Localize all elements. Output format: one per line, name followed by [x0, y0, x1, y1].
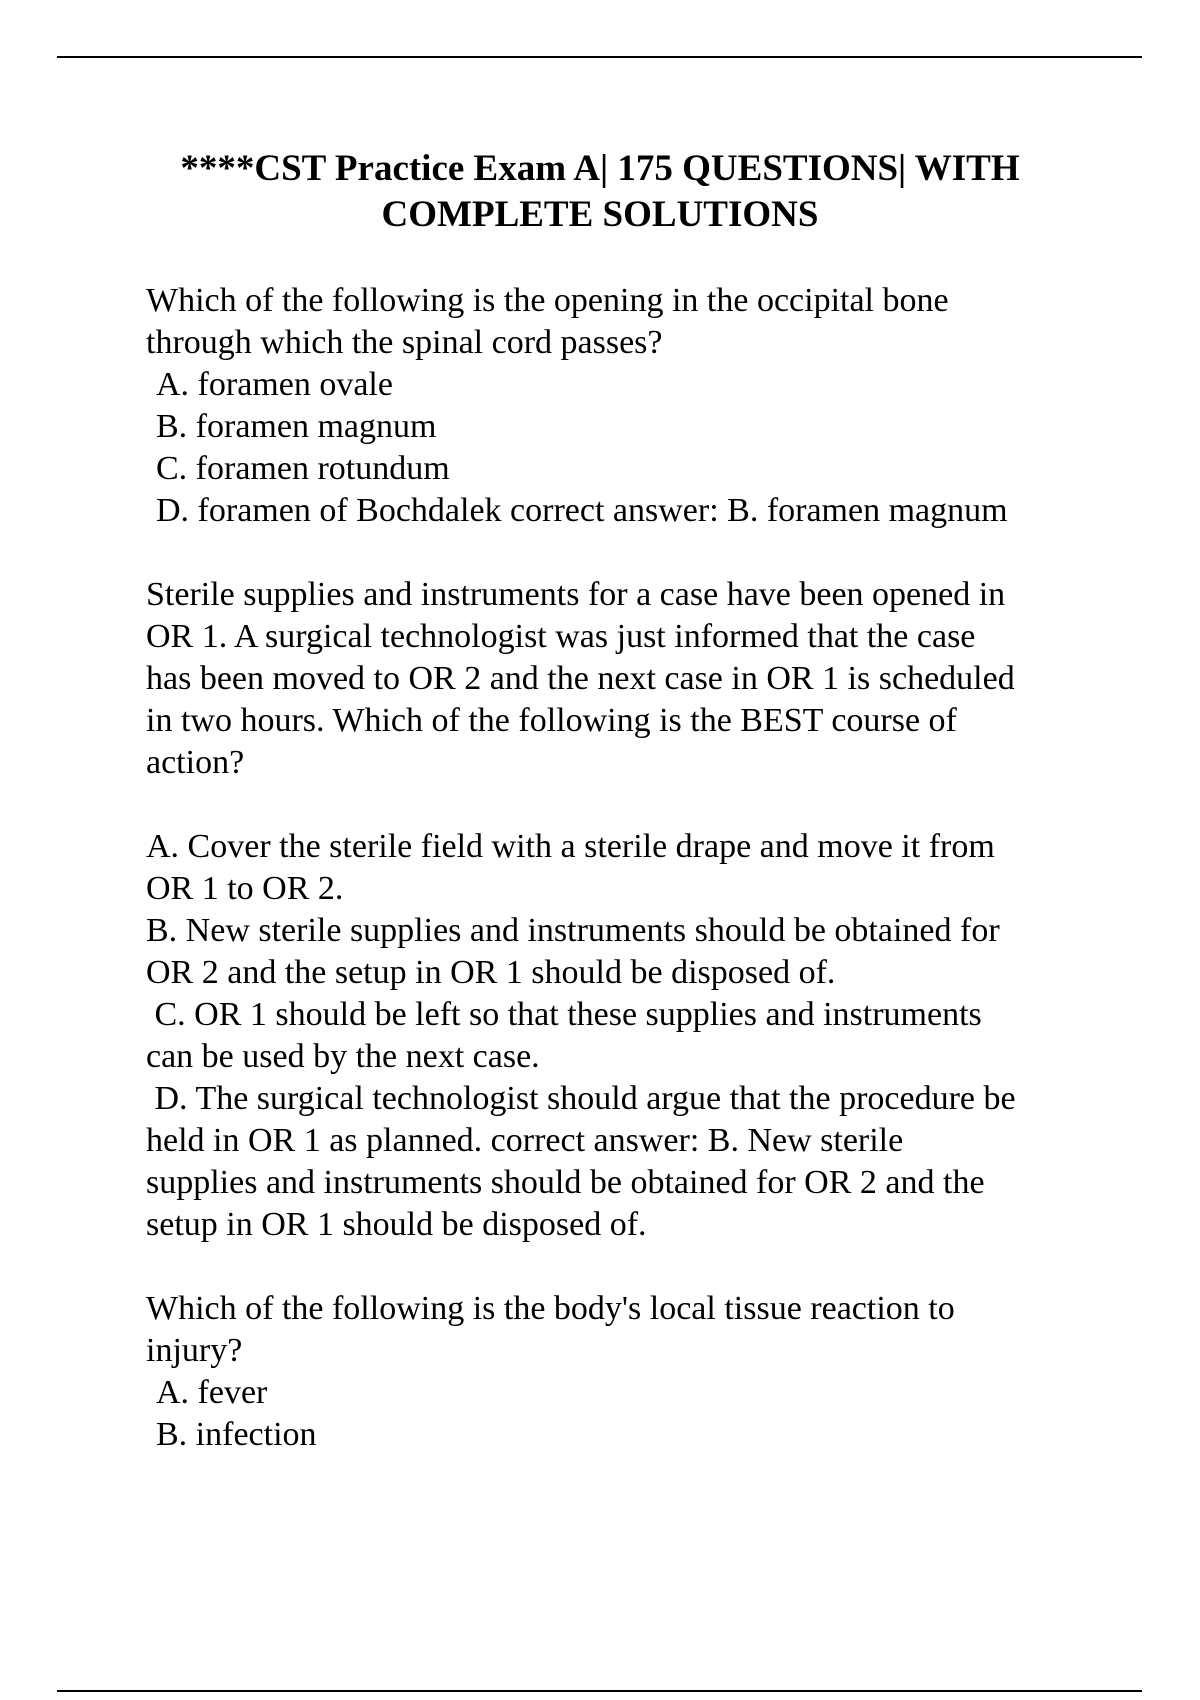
spacer [146, 1246, 1106, 1288]
title-line: COMPLETE SOLUTIONS [381, 194, 819, 235]
answer-option: B. New sterile supplies and instruments should be obtained for [146, 912, 1000, 949]
question-3 [146, 1288, 1106, 1456]
answer-option: OR 1 to OR 2. [146, 870, 344, 907]
question-text-line: action? [146, 744, 245, 781]
question-1 [146, 280, 1106, 532]
answer-option: B. infection [156, 1416, 317, 1453]
header-rule [57, 56, 1142, 58]
answer-option: D. The surgical technologist should argue that the procedure be [146, 1080, 1016, 1117]
question-text-line: Sterile supplies and instruments for a case have been opened in [146, 576, 1006, 613]
answer-option: setup in OR 1 should be disposed of. [146, 1206, 647, 1243]
answer-option: B. foramen magnum [156, 408, 437, 445]
answer-option: C. foramen rotundum [156, 450, 450, 487]
answer-option: A. fever [156, 1374, 268, 1411]
spacer [146, 532, 1106, 574]
answer-option-with-correct-answer: D. foramen of Bochdalek correct answer: B. foramen magnum [156, 492, 1008, 529]
question-text-line: OR 1. A surgical technologist was just informed that the case [146, 618, 976, 655]
document-title [80, 146, 1120, 238]
answer-option: OR 2 and the setup in OR 1 should be disposed of. [146, 954, 836, 991]
question-text-line: has been moved to OR 2 and the next case in OR 1 is scheduled [146, 660, 1015, 697]
answer-option: A. Cover the sterile field with a sterile drape and move it from [146, 828, 995, 865]
question-text-line: Which of the following is the body's local tissue reaction to [146, 1290, 955, 1327]
footer-rule [57, 1690, 1142, 1692]
answer-option: A. foramen ovale [156, 366, 393, 403]
answer-option: C. OR 1 should be left so that these supplies and instruments [146, 996, 982, 1033]
answer-option-with-correct-answer: held in OR 1 as planned. correct answer: B. New sterile [146, 1122, 904, 1159]
question-text-line: in two hours. Which of the following is the BEST course of [146, 702, 957, 739]
question-text-line: through which the spinal cord passes? [146, 324, 663, 361]
question-text-line: injury? [146, 1332, 243, 1369]
spacer [146, 784, 1106, 826]
answer-option: can be used by the next case. [146, 1038, 540, 1075]
answer-option: supplies and instruments should be obtained for OR 2 and the [146, 1164, 985, 1201]
question-2 [146, 574, 1106, 1246]
document-body [146, 280, 1106, 1456]
title-line: ****CST Practice Exam A| 175 QUESTIONS| WITH [180, 148, 1020, 189]
question-text-line: Which of the following is the opening in the occipital bone [146, 282, 949, 319]
